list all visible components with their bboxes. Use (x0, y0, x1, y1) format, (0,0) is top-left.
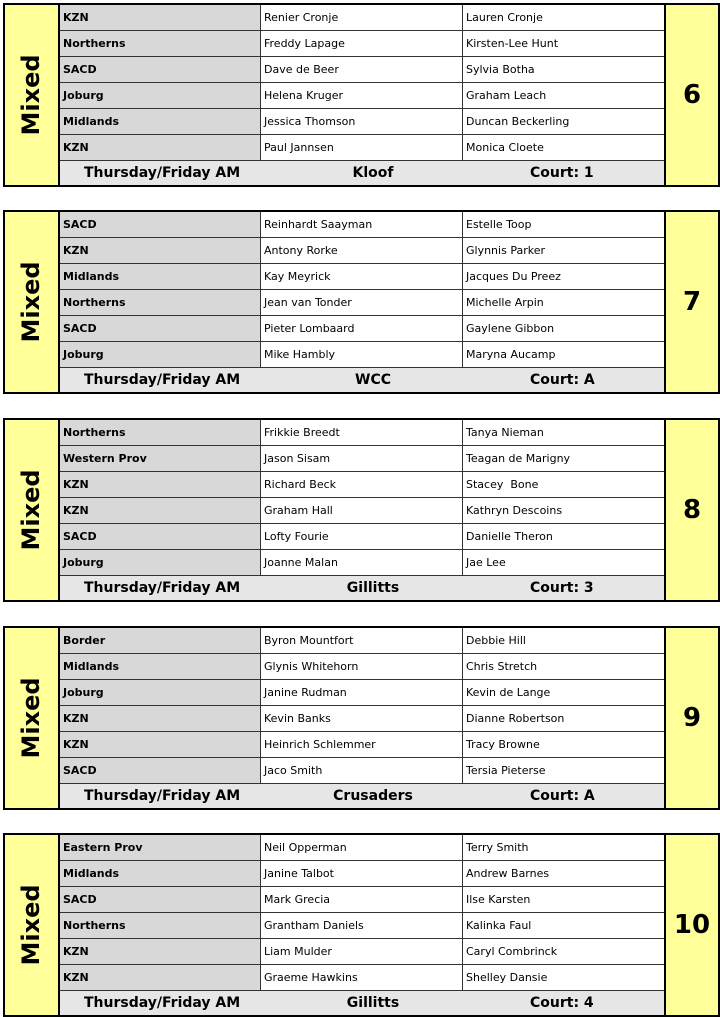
category-label: Mixed (17, 54, 45, 136)
player2-cell: Maryna Aucamp (463, 342, 664, 367)
venue-label: Kloof (352, 165, 394, 181)
player1-cell: Helena Kruger (261, 83, 463, 108)
table-row (60, 680, 664, 706)
group-number: 9 (664, 628, 718, 808)
group-table (3, 210, 720, 394)
table-row (60, 550, 664, 576)
player1-cell: Joanne Malan (261, 550, 463, 575)
category-label: Mixed (17, 469, 45, 551)
player1-cell: Antony Rorke (261, 238, 463, 263)
player2-cell: Kalinka Faul (463, 913, 664, 938)
player2-cell: Michelle Arpin (463, 290, 664, 315)
player1-cell: Janine Talbot (261, 861, 463, 886)
player2-cell: Gaylene Gibbon (463, 316, 664, 341)
region-cell: KZN (60, 135, 261, 160)
player2-cell: Tracy Browne (463, 732, 664, 757)
table-row (60, 57, 664, 83)
table-row (60, 654, 664, 680)
region-cell: KZN (60, 965, 261, 990)
venue-label: Gillitts (346, 995, 400, 1011)
player2-cell: Stacey Bone (463, 472, 664, 497)
venue-label: Gillitts (346, 580, 400, 596)
player1-cell: Reinhardt Saayman (261, 212, 463, 237)
day-label: Thursday/Friday AM (84, 995, 241, 1011)
player2-cell: Duncan Beckerling (463, 109, 664, 134)
group-table (3, 418, 720, 602)
region-cell: Northerns (60, 420, 261, 445)
table-row (60, 420, 664, 446)
region-cell: Joburg (60, 550, 261, 575)
region-cell: SACD (60, 57, 261, 82)
court-label: Court: 3 (530, 580, 594, 596)
region-cell: KZN (60, 5, 261, 30)
venue-label: Crusaders (333, 788, 413, 804)
player1-cell: Grantham Daniels (261, 913, 463, 938)
player1-cell: Jason Sisam (261, 446, 463, 471)
table-row (60, 524, 664, 550)
category-panel (5, 835, 60, 1015)
player1-cell: Neil Opperman (261, 835, 463, 860)
region-cell: SACD (60, 758, 261, 783)
court-label: Court: 4 (530, 995, 594, 1011)
entries (60, 212, 664, 368)
region-cell: SACD (60, 524, 261, 549)
schedule-footer (60, 368, 664, 392)
region-cell: Northerns (60, 290, 261, 315)
table-row (60, 212, 664, 238)
category-label: Mixed (17, 261, 45, 343)
group-table (3, 3, 720, 187)
player2-cell: Danielle Theron (463, 524, 664, 549)
player1-cell: Graham Hall (261, 498, 463, 523)
day-label: Thursday/Friday AM (84, 165, 241, 181)
player2-cell: Chris Stretch (463, 654, 664, 679)
table-row (60, 965, 664, 991)
region-cell: Joburg (60, 83, 261, 108)
schedule-footer (60, 576, 664, 600)
player1-cell: Heinrich Schlemmer (261, 732, 463, 757)
player1-cell: Glynis Whitehorn (261, 654, 463, 679)
player2-cell: Monica Cloete (463, 135, 664, 160)
region-cell: KZN (60, 732, 261, 757)
table-row (60, 706, 664, 732)
player1-cell: Kay Meyrick (261, 264, 463, 289)
player2-cell: Andrew Barnes (463, 861, 664, 886)
table-row (60, 913, 664, 939)
player2-cell: Estelle Toop (463, 212, 664, 237)
table-row (60, 31, 664, 57)
player1-cell: Lofty Fourie (261, 524, 463, 549)
group-number: 7 (664, 212, 718, 392)
player1-cell: Freddy Lapage (261, 31, 463, 56)
player1-cell: Paul Jannsen (261, 135, 463, 160)
player1-cell: Pieter Lombaard (261, 316, 463, 341)
entries (60, 628, 664, 784)
region-cell: SACD (60, 316, 261, 341)
player1-cell: Janine Rudman (261, 680, 463, 705)
region-cell: Midlands (60, 654, 261, 679)
player2-cell: Kathryn Descoins (463, 498, 664, 523)
group-table (3, 833, 720, 1017)
player2-cell: Debbie Hill (463, 628, 664, 653)
region-cell: Western Prov (60, 446, 261, 471)
category-panel (5, 5, 60, 185)
day-label: Thursday/Friday AM (84, 580, 241, 596)
player2-cell: Ilse Karsten (463, 887, 664, 912)
player1-cell: Renier Cronje (261, 5, 463, 30)
region-cell: Joburg (60, 342, 261, 367)
player2-cell: Glynnis Parker (463, 238, 664, 263)
category-panel (5, 212, 60, 392)
category-label: Mixed (17, 677, 45, 759)
player1-cell: Mike Hambly (261, 342, 463, 367)
table-row (60, 109, 664, 135)
schedule-footer (60, 991, 664, 1015)
player2-cell: Teagan de Marigny (463, 446, 664, 471)
region-cell: KZN (60, 238, 261, 263)
table-row (60, 290, 664, 316)
player2-cell: Sylvia Botha (463, 57, 664, 82)
schedule-footer (60, 161, 664, 185)
player1-cell: Mark Grecia (261, 887, 463, 912)
table-row (60, 238, 664, 264)
region-cell: Northerns (60, 913, 261, 938)
schedule-footer (60, 784, 664, 808)
table-row (60, 342, 664, 368)
table-row (60, 939, 664, 965)
table-row (60, 5, 664, 31)
table-row (60, 861, 664, 887)
player2-cell: Graham Leach (463, 83, 664, 108)
player1-cell: Richard Beck (261, 472, 463, 497)
table-row (60, 628, 664, 654)
table-row (60, 732, 664, 758)
region-cell: Joburg (60, 680, 261, 705)
table-row (60, 83, 664, 109)
venue-label: WCC (355, 372, 391, 388)
player2-cell: Kirsten-Lee Hunt (463, 31, 664, 56)
court-label: Court: 1 (530, 165, 594, 181)
player1-cell: Jessica Thomson (261, 109, 463, 134)
player2-cell: Terry Smith (463, 835, 664, 860)
table-row (60, 264, 664, 290)
table-row (60, 135, 664, 161)
player1-cell: Graeme Hawkins (261, 965, 463, 990)
region-cell: KZN (60, 706, 261, 731)
player1-cell: Byron Mountfort (261, 628, 463, 653)
court-label: Court: A (530, 788, 595, 804)
player2-cell: Tanya Nieman (463, 420, 664, 445)
table-row (60, 887, 664, 913)
player2-cell: Caryl Combrinck (463, 939, 664, 964)
category-panel (5, 628, 60, 808)
table-row (60, 446, 664, 472)
group-table (3, 626, 720, 810)
day-label: Thursday/Friday AM (84, 788, 241, 804)
region-cell: Midlands (60, 861, 261, 886)
player2-cell: Shelley Dansie (463, 965, 664, 990)
table-row (60, 498, 664, 524)
region-cell: KZN (60, 472, 261, 497)
region-cell: Border (60, 628, 261, 653)
player1-cell: Jaco Smith (261, 758, 463, 783)
day-label: Thursday/Friday AM (84, 372, 241, 388)
region-cell: Northerns (60, 31, 261, 56)
group-number: 8 (664, 420, 718, 600)
court-label: Court: A (530, 372, 595, 388)
table-row (60, 316, 664, 342)
region-cell: Eastern Prov (60, 835, 261, 860)
player1-cell: Jean van Tonder (261, 290, 463, 315)
region-cell: SACD (60, 212, 261, 237)
region-cell: KZN (60, 498, 261, 523)
player2-cell: Jacques Du Preez (463, 264, 664, 289)
region-cell: SACD (60, 887, 261, 912)
group-number: 6 (664, 5, 718, 185)
table-row (60, 835, 664, 861)
table-row (60, 758, 664, 784)
table-row (60, 472, 664, 498)
region-cell: Midlands (60, 264, 261, 289)
category-label: Mixed (17, 884, 45, 966)
group-number: 10 (664, 835, 718, 1015)
player1-cell: Kevin Banks (261, 706, 463, 731)
player1-cell: Frikkie Breedt (261, 420, 463, 445)
player2-cell: Jae Lee (463, 550, 664, 575)
player2-cell: Dianne Robertson (463, 706, 664, 731)
region-cell: Midlands (60, 109, 261, 134)
player1-cell: Liam Mulder (261, 939, 463, 964)
player2-cell: Lauren Cronje (463, 5, 664, 30)
entries (60, 835, 664, 991)
region-cell: KZN (60, 939, 261, 964)
player2-cell: Tersia Pieterse (463, 758, 664, 783)
player1-cell: Dave de Beer (261, 57, 463, 82)
entries (60, 420, 664, 576)
entries (60, 5, 664, 161)
player2-cell: Kevin de Lange (463, 680, 664, 705)
category-panel (5, 420, 60, 600)
